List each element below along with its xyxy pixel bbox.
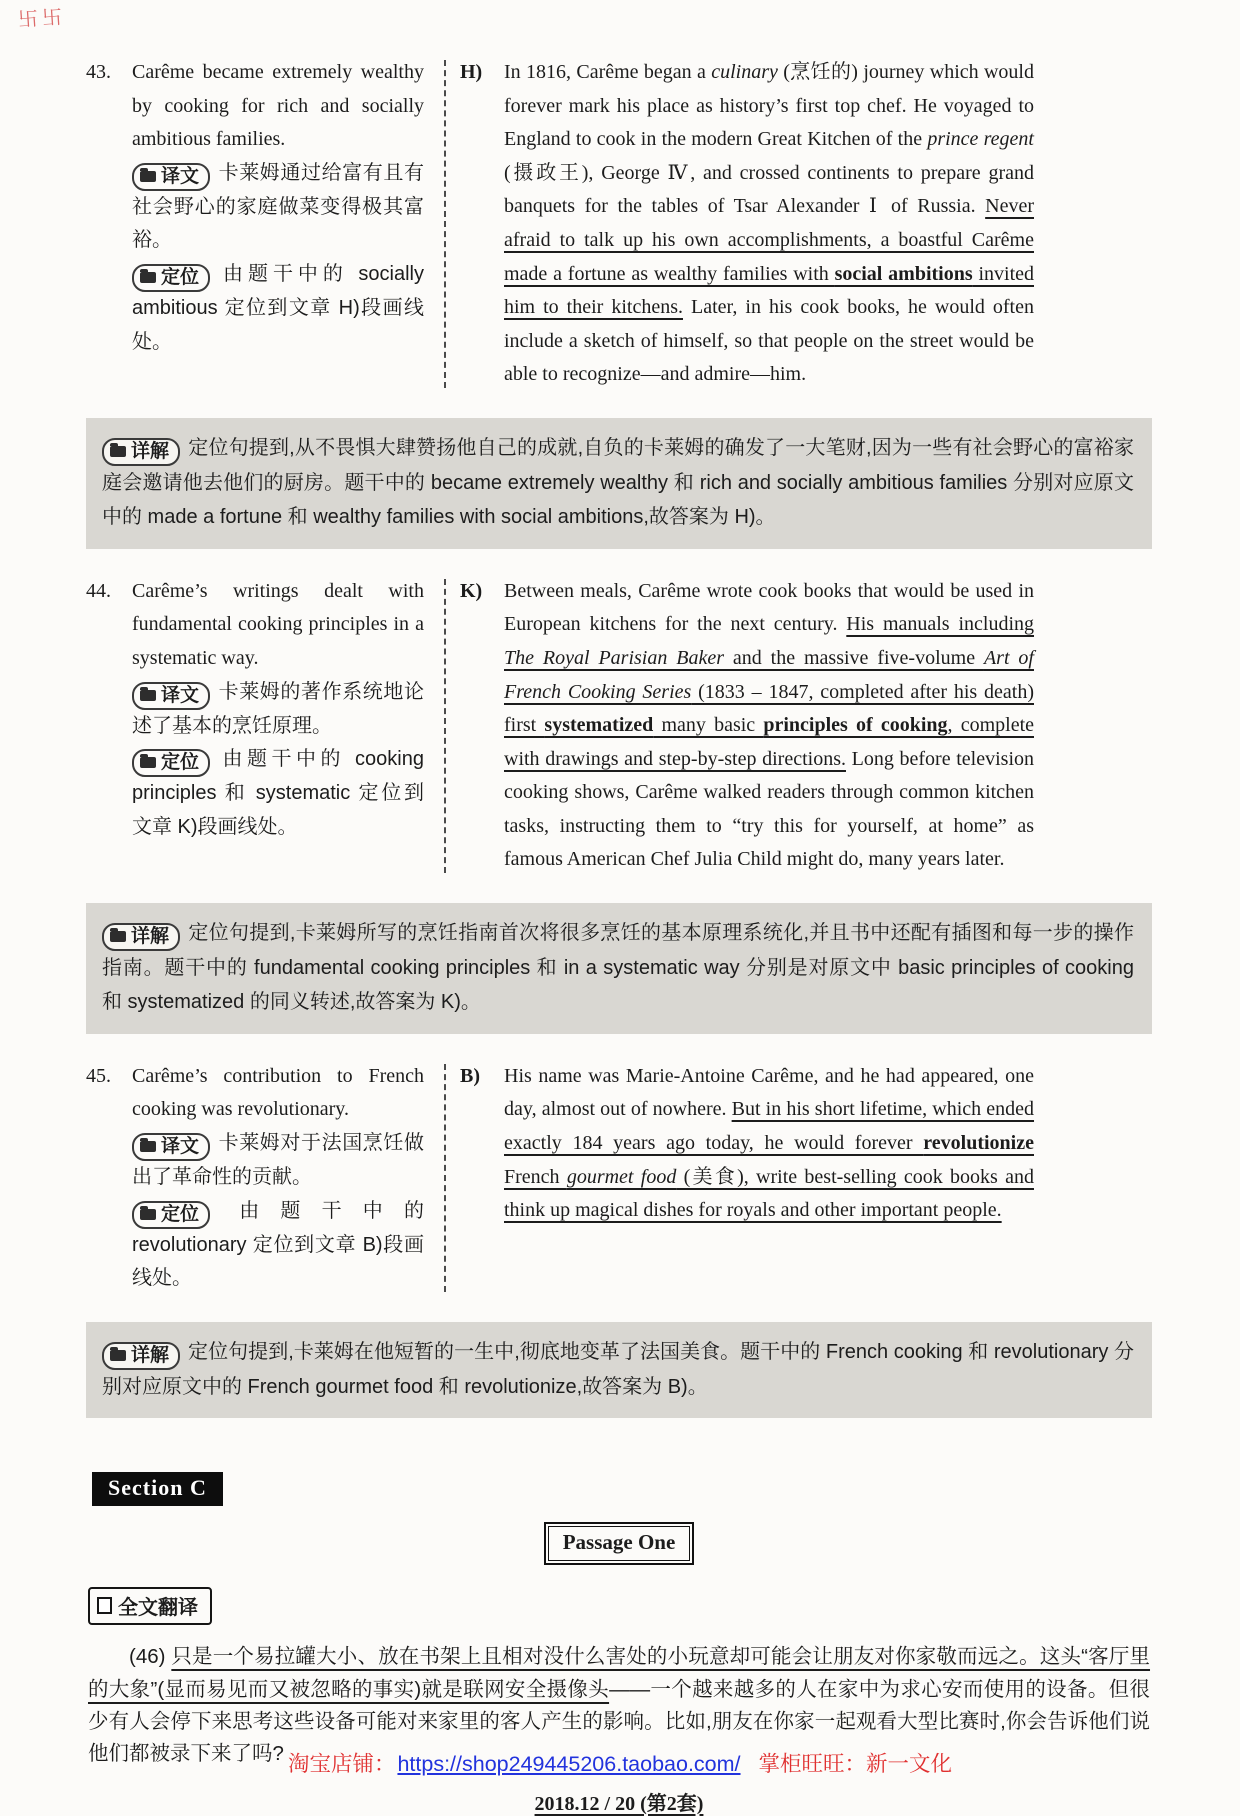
passage-title: Passage One xyxy=(548,1526,691,1561)
paragraph-letter: B) xyxy=(460,1064,480,1087)
question-number: 43. xyxy=(86,61,111,83)
shop-wangwang: 掌柜旺旺：新一文化 xyxy=(758,1751,953,1776)
folder-icon xyxy=(110,931,126,942)
question-translation: 卡莱姆对于法国烹饪做出了革命性的贡献。 xyxy=(132,1132,424,1189)
column-divider xyxy=(444,60,446,388)
folder-icon xyxy=(140,690,156,701)
explain-badge: 详解 xyxy=(102,438,180,466)
explain-badge: 详解 xyxy=(102,1342,180,1370)
question-43-left-column xyxy=(86,56,424,392)
paragraph-letter: H) xyxy=(460,61,483,83)
full-translation-badge: 全文翻译 xyxy=(88,1587,212,1625)
shop-url-link[interactable]: https://shop249445206.taobao.com/ xyxy=(397,1751,741,1776)
folder-icon xyxy=(110,446,126,457)
question-stem: Carême’s writings dealt with fundamental cooking principles in a systematic way. xyxy=(132,579,424,669)
question-locate: 由题干中的 cooking principles 和 systematic 定位到文章 K)段画线处。 xyxy=(132,748,424,838)
column-divider xyxy=(444,1064,446,1292)
folder-icon xyxy=(140,757,156,768)
question-43-passage xyxy=(460,56,1034,392)
question-translation: 卡莱姆的著作系统地论述了基本的烹饪原理。 xyxy=(132,680,424,737)
folder-icon xyxy=(140,272,156,283)
translation-badge: 译文 xyxy=(132,682,210,710)
translation-badge: 译文 xyxy=(132,1133,210,1161)
question-44-left-column xyxy=(86,575,424,877)
square-icon xyxy=(97,1597,112,1614)
question-row-45 xyxy=(86,1060,1152,1296)
shop-info-line xyxy=(0,1747,1240,1778)
paragraph-text: Between meals, Carême wrote cook books that would be used in European kitchens for the next century. His manuals including The Royal Parisian Baker and the massive five-volume Art of French Cooking Series (1833 – 1847, completed after his death) first systematized many basic principles of cooking, complete with drawings and step-by-step directions. Long before television cooking shows, Carême walked readers through common kitchen tasks, instructing them to “try this for yourself, at home” as famous American Chef Julia Child might do, many years later. xyxy=(504,579,1034,871)
paragraph-text: In 1816, Carême began a culinary (烹饪的) journey which would forever mark his place as history’s first top chef. He voyaged to England to cook in the modern Great Kitchen of the prince regent (摄政王), George Ⅳ, and crossed continents to prepare grand banquets for the tables of Tsar Alexander Ⅰ of Russia. Never afraid to talk up his own accomplishments, a boastful Carême made a fortune as wealthy families with social ambitions invited him to their kitchens. Later, in his cook books, he would often include a sketch of himself, so that people on the street would be able to recognize—and admire—him. xyxy=(504,61,1034,386)
question-locate: 由题干中的 revolutionary 定位到文章 B)段画线处。 xyxy=(132,1199,424,1290)
question-stem: Carême became extremely wealthy by cooking for rich and socially ambitious families. xyxy=(132,61,424,151)
translation-paragraph-46: (46) 只是一个易拉罐大小、放在书架上且相对没什么害处的小玩意却可能会让朋友对你家敬而远之。这头“客厅里的大象”(显而易见而又被忽略的事实)就是联网安全摄像头——一个越来越多的人在家中为求心安而使用的设备。但很少有人会停下来思考这些设备可能对来家里的客人产生的影响。比如,朋友在你家一起观看大型比赛时,你会告诉他们说他们都被录下来了吗? xyxy=(88,1645,1151,1766)
explain-text: 定位句提到,从不畏惧大肆赞扬他自己的成就,自负的卡莱姆的确发了一大笔财,因为一些有社会野心的富裕家庭会邀请他去他们的厨房。题干中的 became extremely wealthy 和 rich and socially ambitious families 分别对应原文中的 made a fortune 和 wealthy families with social ambitions,故答案为 H)。 xyxy=(102,436,1134,529)
paragraph-letter: K) xyxy=(460,579,483,602)
explain-text: 定位句提到,卡莱姆所写的烹饪指南首次将很多烹饪的基本原理系统化,并且书中还配有插图和每一步的操作指南。题干中的 fundamental cooking principles 和 in a systematic way 分别是对原文中 basic principles of cooking 和 systematized 的同义转述,故答案为 K)。 xyxy=(102,922,1134,1014)
folder-icon xyxy=(140,171,156,182)
folder-icon xyxy=(140,1141,156,1152)
explain-box-44 xyxy=(86,903,1152,1034)
question-translation: 卡莱姆通过给富有且有社会野心的家庭做菜变得极其富裕。 xyxy=(132,161,424,252)
question-number: 45. xyxy=(86,1064,111,1087)
page-footer xyxy=(86,1787,1152,1816)
explain-box-43 xyxy=(86,418,1152,549)
locate-badge: 定位 xyxy=(132,1201,210,1229)
question-stem: Carême’s contribution to French cooking was revolutionary. xyxy=(132,1064,424,1121)
question-row-43 xyxy=(86,56,1152,392)
question-number: 44. xyxy=(86,579,111,602)
page-label: 2018.12 / 20 (第2套) xyxy=(534,1792,704,1815)
explain-badge: 详解 xyxy=(102,923,180,951)
explain-box-45 xyxy=(86,1322,1152,1418)
column-divider xyxy=(444,579,446,873)
question-44-passage xyxy=(460,575,1034,877)
passage-title-wrap xyxy=(86,1522,1152,1565)
question-row-44 xyxy=(86,575,1152,877)
folder-icon xyxy=(140,1209,156,1220)
translation-badge: 译文 xyxy=(132,163,210,191)
locate-badge: 定位 xyxy=(132,749,210,777)
question-locate: 由题干中的 socially ambitious 定位到文章 H)段画线处。 xyxy=(132,262,424,353)
section-c-header: Section C xyxy=(92,1472,223,1506)
red-pen-mark: 卐卐 xyxy=(17,6,67,32)
locate-badge: 定位 xyxy=(132,264,210,292)
paragraph-text: His name was Marie-Antoine Carême, and he had appeared, one day, almost out of nowhere. But in his short lifetime, which ended exactly 184 years ago today, he would forever revolutionize French gourmet food (美食), write best-selling cook books and think up magical dishes for royals and other important people. xyxy=(504,1064,1035,1222)
shop-label: 淘宝店铺： xyxy=(287,1751,396,1776)
question-45-passage xyxy=(460,1060,1034,1296)
passage-title-box xyxy=(544,1522,695,1565)
folder-icon xyxy=(110,1350,126,1361)
question-45-left-column xyxy=(86,1060,424,1296)
explain-text: 定位句提到,卡莱姆在他短暂的一生中,彻底地变革了法国美食。题干中的 French cooking 和 revolutionary 分别对应原文中的 French gourmet food 和 revolutionize,故答案为 B)。 xyxy=(102,1340,1134,1398)
